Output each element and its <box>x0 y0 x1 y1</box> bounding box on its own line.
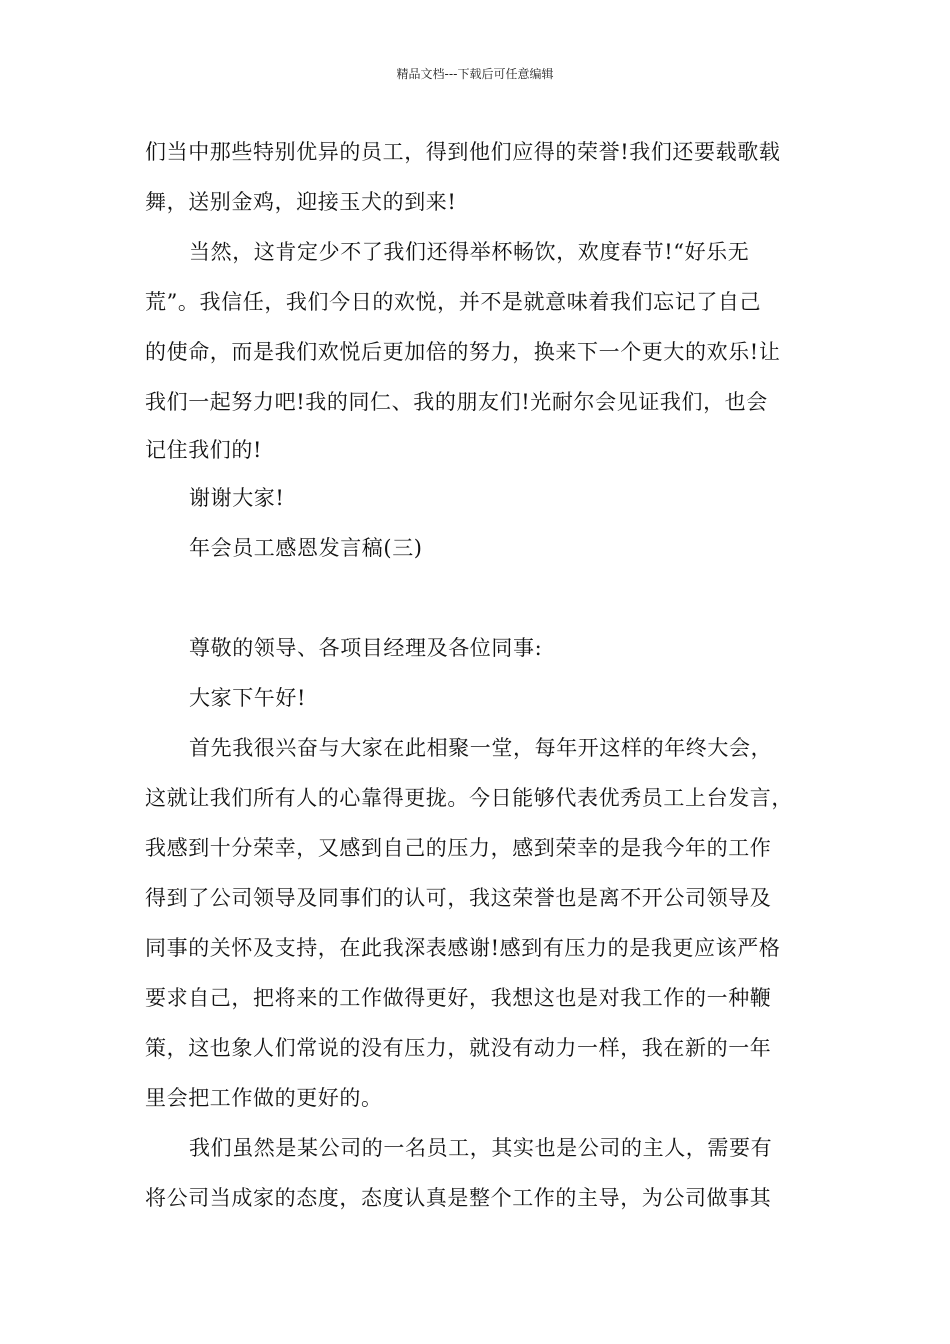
text-line: 这就让我们所有人的心靠得更拢。今日能够代表优秀员工上台发言， <box>145 786 793 810</box>
greeting: 大家下午好! <box>189 686 307 710</box>
page-header: 精品文档---下载后可任意编辑 <box>396 67 554 81</box>
text-line: 同事的关怀及支持，在此我深表感谢!感到有压力的是我更应该严格 <box>145 936 781 960</box>
text-line: 得到了公司领导及同事们的认可，我这荣誉也是离不开公司领导及 <box>145 886 772 910</box>
paragraph-line: 谢谢大家! <box>189 486 285 510</box>
text-line: 要求自己，把将来的工作做得更好，我想这也是对我工作的一种鞭 <box>145 986 772 1010</box>
text-line: 里会把工作做的更好的。 <box>145 1086 383 1110</box>
paragraph-line: 我们虽然是某公司的一名员工，其实也是公司的主人，需要有 <box>189 1136 773 1160</box>
text-line: 将公司当成家的态度，态度认真是整个工作的主导，为公司做事其 <box>145 1186 772 1210</box>
text-line: 我感到十分荣幸，又感到自己的压力，感到荣幸的是我今年的工作 <box>145 836 772 860</box>
text-line: 舞，送别金鸡，迎接玉犬的到来! <box>145 190 457 214</box>
text-line: 荒”。我信任，我们今日的欢悦，并不是就意味着我们忘记了自己 <box>145 290 762 314</box>
text-line: 们当中那些特别优异的员工，得到他们应得的荣誉!我们还要载歌载 <box>145 140 781 164</box>
text-line: 的使命，而是我们欢悦后更加倍的努力，换来下一个更大的欢乐!让 <box>145 340 781 364</box>
text-line: 记住我们的! <box>145 438 263 462</box>
text-line: 策，这也象人们常说的没有压力，就没有动力一样，我在新的一年 <box>145 1036 772 1060</box>
section-title: 年会员工感恩发言稿(三) <box>189 536 423 560</box>
paragraph-line: 首先我很兴奋与大家在此相聚一堂，每年开这样的年终大会， <box>189 736 773 760</box>
text-line: 我们一起努力吧!我的同仁、我的朋友们!光耐尔会见证我们，也会 <box>145 390 768 414</box>
paragraph-line: 当然，这肯定少不了我们还得举杯畅饮，欢度春节!“好乐无 <box>189 240 750 264</box>
salutation: 尊敬的领导、各项目经理及各位同事: <box>189 636 543 660</box>
